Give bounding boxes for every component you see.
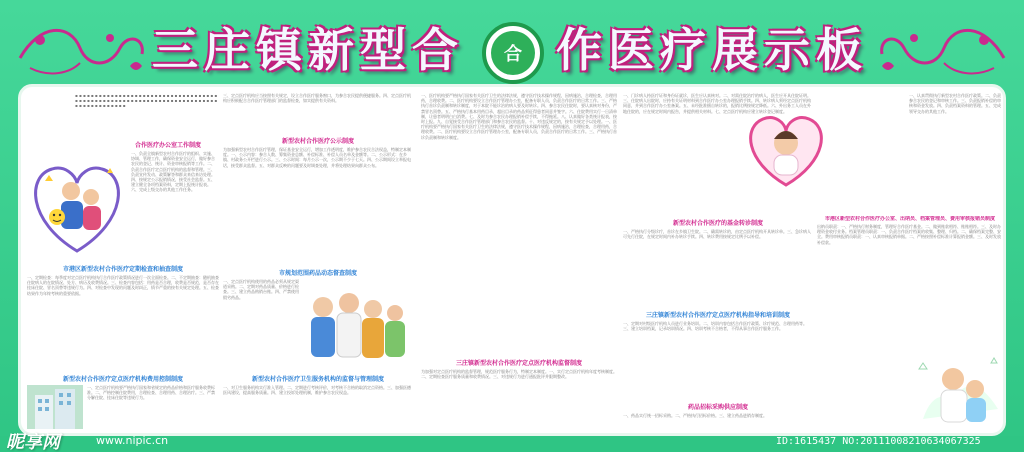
staff-list-block: ▪ ▪ ▪ ▪ ▪ ▪ ▪ ▪ ▪ ▪ ▪ ▪ ▪ ▪ ▪ ▪ ▪ ▪ ▪ ▪ ▪ ▪ ▪ ▪ ▪ ▪ ▪ ▪ ▪ ▪ ▪ ▪ ▪ ▪ ▪ ▪ ▪ ▪ ▪ ▪ ▪ ▪ ▪ ▪ ▪ ▪ ▪ ▪ ▪ ▪ ▪ ▪ ▪ ▪ ▪ ▪ ▪ ▪ ▪ ▪ ▪ ▪ ▪ ▪ ▪ ▪ ▪ ▪ ▪ ▪ ▪ ▪ ▪ ▪ ▪ ▪ ▪ ▪ ▪ ▪ ▪ ▪ ▪ ▪ ▪ xyxy=(75,93,218,109)
intro-text: 三、定点医疗机构应当按照有关规定，设立合作医疗服务窗口，为参合农民提供便捷服务。四、定点医疗机构应积极配合合作医疗管理部门的监督检查，如实提供有关资料。 xyxy=(223,93,411,104)
column-5 xyxy=(817,93,1003,433)
flourish-ornament-right xyxy=(874,18,1014,84)
section-heading: 三庄镇新型农村合作医疗定点医疗机构指导和培训制度 xyxy=(645,312,790,319)
title-band xyxy=(0,0,1024,92)
inspection-rules-text: 一、定期检查：每季度对定点医疗机构执行合作医疗政策情况进行一次全面检查。二、不定期抽查：随机抽查住院病人的在院情况、处方、病历及收费情况。三、检查内容包括：用药是否合理，收费是否规范，是否存在挂床住院、冒名顶替等违规行为。四、对检查中发现的问题及时纠正，情节严重的按有关规定处理。五、检查结果作为年终考核的重要依据。 xyxy=(27,275,219,296)
section-heading: 市港区新型农村合作医疗定期检查和抽查制度 xyxy=(62,266,183,273)
section-heading: 三庄镇新型农村合作医疗定点医疗机构监督制度 xyxy=(455,360,582,367)
training-rules-text: 一、定期对村级医疗机构人员进行业务培训。二、培训内容包括合作医疗政策、诊疗规范、合理用药等。三、建立培训档案，记录培训情况。四、培训考核不合格者，不得从事合作医疗服务工作。 xyxy=(623,321,807,332)
section-heading: 合作医疗办公室工作制度 xyxy=(134,142,201,149)
drug-supervision-text: 一、定点医疗机构使用的药品必须从规定渠道采购。二、定期对药品质量、价格进行检查。三、建立药品购销台账。四、严禁使用假劣药品。 xyxy=(223,279,299,300)
referral-rules-text: 一、严格执行分级诊疗，首诊在乡镇卫生院。二、确需转诊的，由定点医疗机构开具转诊单。三、急诊病人可先行住院，在规定时间内补办转诊手续。四、转诊费用按规定比例予以补偿。 xyxy=(623,229,811,240)
watermark-url: www.nipic.cn xyxy=(96,434,169,447)
service-supervision-text: 一、对卫生服务机构实行准入管理。二、定期进行考核评价，对考核不合格的取消定点资格。三、加强医德医风建设，提高服务质量。四、建立投诉处理机制，维护参合农民权益。 xyxy=(223,385,411,396)
supervision-rules-text: 为加强对定点医疗机构的监督管理，规范医疗服务行为，特制定本制度。一、实行定点医疗机构年度考核制度。二、定期检查医疗服务质量和收费情况。三、对违规行为进行通报批评并限期整改。 xyxy=(421,369,617,380)
board-title-right: 作医疗展示板 xyxy=(556,23,868,77)
public-notice-text: 为加强新型农村合作医疗管理，保证基金安全运行，增加工作透明度，维护参合农民合法权益，特制定本制度。一、公示内容：参合人数、筹集资金总额、补偿标准、补偿人员名单及金额等。二、公示形式：在乡镇、村政务公开栏进行公示。三、公示时间：每月公示一次，公示期不少于七天。四、公示期间设立举报电话，接受群众监督。五、对群众反映的问题要及时调查处理，并将处理结果向群众公布。 xyxy=(223,147,411,168)
section-heading: 新型农村合作医疗公示制度 xyxy=(281,138,354,145)
section-heading: 市规划范围药品动态督查制度 xyxy=(278,270,357,277)
section-heading: 新型农村合作医疗的基金转诊制度 xyxy=(672,220,763,227)
family-illustration-block xyxy=(27,151,219,261)
office-rules-text: 一、负责全镇新型农村合作医疗的组织、实施、协调、管理工作，确保资金安全运行，做好参合农民的登记、统计、资金审核报销等工作。二、负责合作医疗定点医疗机构的监督和管理。三、负责宣传发动、政策解答和群众来信来访处理。四、按规定公示报销情况，接受社会监督。五、建立健全各项档案资料，定期上报统计报表。六、完成上级交办的其他工作任务。 xyxy=(131,151,215,193)
elderly-photo-block xyxy=(223,279,413,371)
flourish-ornament-left xyxy=(10,18,150,84)
section-heading: 新型农村合作医疗定点医疗机构费用控制制度 xyxy=(62,376,183,383)
section-heading: 新型农村合作医疗卫生服务机构的监督与管理制度 xyxy=(251,376,384,383)
institution-rules-text: 一、医疗机构要严格执行国家有关医疗卫生的法律法规，遵守医疗技术操作规程，因病施治，合理检查，合理用药，合理收费。二、医疗机构要设立合作医疗管理办公室，配备专职人员，负责合作医疗的日常工作。三、严格执行首诊负责制和转诊制度，对于本院不能诊治的病人要及时转诊。四、参合农民住院时，要认真核对身份，严禁冒名顶替。五、严格执行基本用药目录，超出目录的药品须征得患者同意并签字。六、住院费用实行一日清单制，让患者明明白白消费。七、及时为参合农民办理报销补偿手续，不得拖延。八、认真做好各类统计报表，按时上报。九、自觉接受合作医疗管理部门和参合农民的监督。十、对违反规定的，按有关规定予以处理。一、医疗机构要严格执行国家有关医疗卫生的法律法规，遵守医疗技术操作规程，因病施治，合理检查，合理用药，合理收费。二、医疗机构要设立合作医疗管理办公室，配备专职人员，负责合作医疗的日常工作。三、严格执行首诊负责制和转诊制度。 xyxy=(421,93,617,140)
staff-duties-text: 一、认真贯彻执行新型农村合作医疗政策。二、负责参合农民的登记和审核工作。三、负责报销补偿的审核和资金发放。四、负责档案资料的管理。五、完成领导交办的其他工作。 xyxy=(909,93,1001,114)
ncms-logo xyxy=(482,22,544,84)
mother-child-photo xyxy=(913,349,1003,429)
logo-emblem: 合 xyxy=(491,31,535,75)
content-panel xyxy=(18,84,1006,436)
hospital-photo-block xyxy=(27,385,219,429)
watermark-id: ID:1615437 NO:20111008210634067325 xyxy=(776,436,981,447)
cost-control-text: 一、定点医疗机构要严格执行国家和省规定的药品价格和医疗服务收费标准。二、严格控制住院费用，合理检查、合理用药、合理治疗。三、严禁分解住院、挂床住院等违规行为。 xyxy=(87,385,215,401)
heart-family-illustration xyxy=(27,151,127,261)
referral-intro-text: 一、门诊病人持医疗证和身份证就诊，医生应认真核对。二、对需住院治疗的病人，医生应开具住院证明。三、住院病人出院时，应持有关证明材料到合作医疗办公室办理报销手续。四、转诊病人须经定点医疗机构同意，并到合作医疗办公室备案。五、未经批准擅自转诊的，报销比例按规定降低。六、外出务工人员在外地住院的，应在规定时间内报告，并提供相关材料。七、定点医疗机构应建立转诊登记制度。 xyxy=(623,93,811,114)
column-2 xyxy=(223,93,413,433)
heart-portrait-photo xyxy=(741,109,831,189)
section-heading: 市港区新型农村合作医疗办公室、出纳员、档案管理员、费用审核报销员制度 xyxy=(824,216,995,222)
cashier-duties-text: 出纳员职责：一、严格执行财务制度，管理好合作医疗基金。二、做到账款相符、账账相符。三、及时办理资金收付业务。档案管理员职责：一、负责合作医疗档案的收集、整理、归档。二、确保档案完整、安全。费用审核报销员职责：一、认真审核报销单据。二、严格按照补偿标准计算报销金额。三、及时发放补偿款。 xyxy=(817,224,1001,245)
board-title-left: 三庄镇新型合 xyxy=(152,23,464,77)
drug-procurement-text: 一、药品实行统一招标采购。二、严格执行招标价格。三、建立药品进销存制度。 xyxy=(623,413,767,418)
section-heading: 药品招标采购供应制度 xyxy=(687,404,748,411)
hospital-building-photo xyxy=(27,385,83,429)
column-1 xyxy=(27,93,219,433)
watermark-brand: 昵享网 xyxy=(6,432,60,452)
column-3 xyxy=(421,93,617,433)
elderly-group-photo xyxy=(303,283,411,367)
